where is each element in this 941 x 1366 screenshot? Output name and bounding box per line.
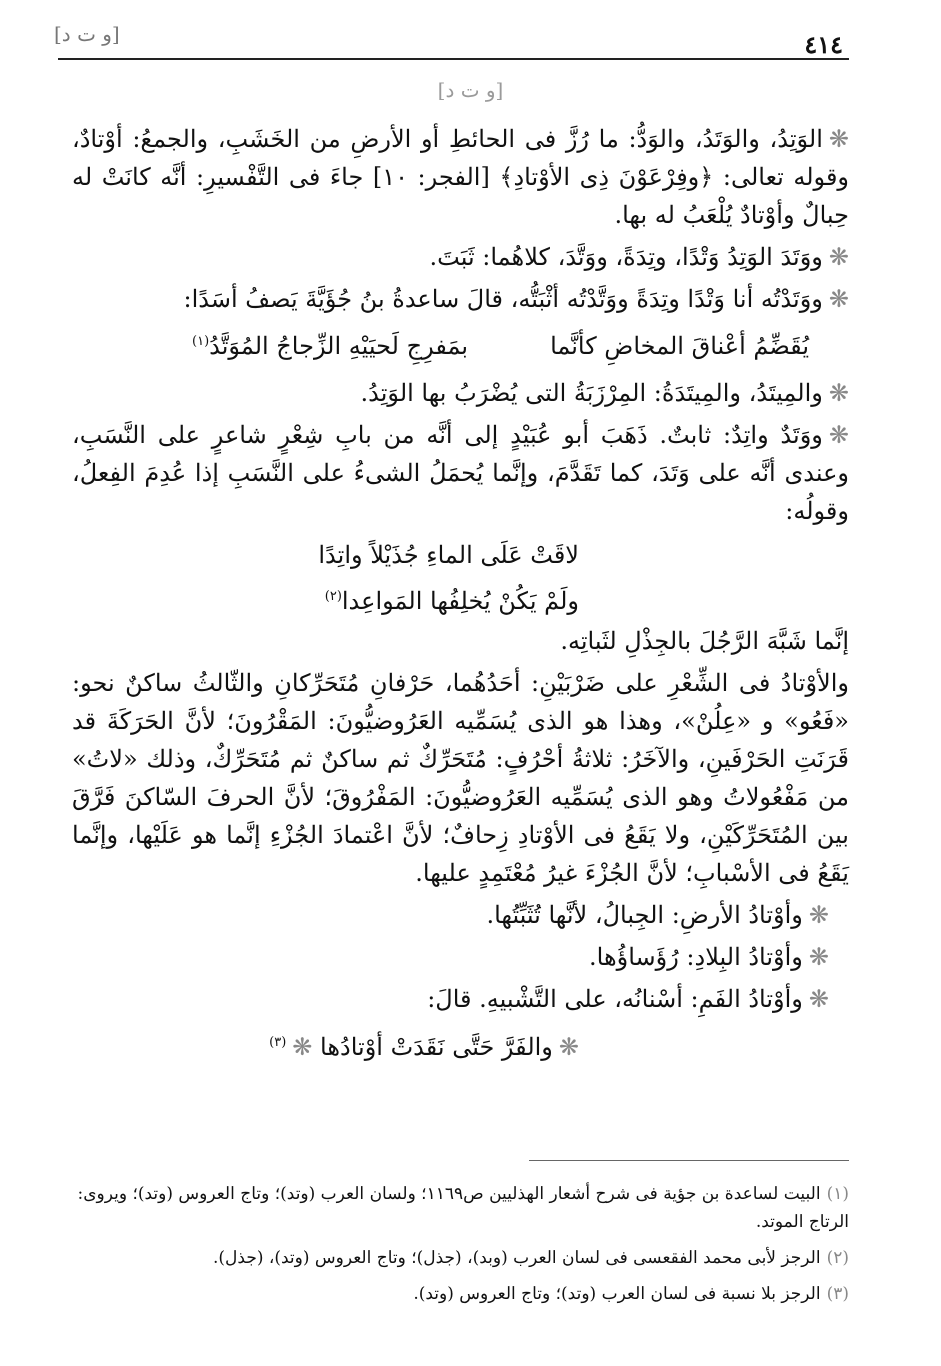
header-divider [58, 58, 849, 60]
entry-paragraph [72, 416, 849, 530]
footnote-ref: (٣) [269, 1035, 287, 1050]
entry-text: وأوْتادُ الأرضِ: الجِبالُ، لأنَّها تُثَبِّتُها. [486, 901, 803, 929]
entry-text: وأوْتادُ الفَمِ: أسْنانُه، على التَّشْبيهِ. قالَ: [427, 985, 803, 1013]
footnote-number: (٢) [826, 1248, 849, 1268]
bullet-star-icon: ❋ [808, 943, 829, 971]
verse-hemistich-second: بمَفرِجِ لَحيَيْهِ الزِّجاجُ المُوَتَّدُ$^{(١)}$ [192, 332, 469, 360]
entry-text: والمِيتَدُ، والمِيتَدَةُ: المِرْزَبَةُ التى يُضْرَبُ بها الوَتِدُ. [360, 379, 823, 407]
entry-paragraph [72, 938, 849, 976]
bullet-star-icon: ❋ [808, 901, 829, 929]
bullet-star-icon: ❋ [558, 1033, 579, 1061]
entry-paragraph [72, 280, 849, 318]
entry-paragraph [72, 120, 849, 234]
footnote-ref: (١) [192, 334, 210, 349]
entry-paragraph [72, 238, 849, 276]
page-number: ٤١٤ [804, 30, 843, 59]
root-word-label: [و ت د] [54, 22, 120, 46]
bullet-star-icon: ❋ [828, 421, 849, 449]
verse-couplet [72, 322, 849, 366]
entry-paragraph [72, 980, 849, 1018]
entry-text: ووَتَدٌ واتِدٌ: ثابتٌ. ذَهَبَ أبو عُبَيْدٍ إلى أنَّه من بابِ شِعْرٍ شاعرٍ على النَّسَبِ، وعندى أنَّه على وَتَدَ، كما تَقَدَّمَ، وإنَّما يُحمَلُ الشىءُ على النَّسَبِ إذا عُدِمَ الفِعلُ، وقولُه: [72, 421, 849, 525]
section-label: [و ت د] [437, 78, 504, 102]
entry-paragraph [72, 374, 849, 412]
verse-line: ❋والفَرَّ حَتَّى نَقَدَتْ أوْتادُها ❋$^{(٣)}$ [269, 1033, 579, 1061]
page-body [72, 120, 849, 1068]
entry-text: ووَتَدَ الوَتِدُ وَتْدًا، وتِدَةً، ووَتَّدَ، كلاهُما: ثَبَتَ. [429, 243, 823, 271]
footnote [72, 1236, 849, 1272]
footnote-divider [529, 1160, 849, 1161]
verse-line: ولَمْ يَكُنْ يُخلِفُها المَواعِدا$^{(٢)}$ [324, 587, 579, 615]
entry-paragraph: والأوْتادُ فى الشِّعْرِ على ضَرْبَيْنِ: أحَدُهُما، حَرْفانِ مُتَحَرِّكانِ والثّالثُ ساكنٌ نحو: «فَعُو» و «عِلُنْ»، وهذا هو الذى يُسَمِّيه العَرُوضيُّونَ: المَقْرُونَ؛ لأنَّ الحَرَكَةَ قد قَرَنَتِ الحَرْفَينِ، والآخَرُ: ثلاثةُ أحْرُفٍ: مُتَحَرِّكٌ ثم ساكنٌ ثم مُتَحَرِّكٌ، وذلك «لاتُ» من مَفْعُولاتُ وهو الذى يُسَمِّيه العَرُوضيُّونَ: المَفْرُوقَ؛ لأنَّ الحرفَ السّاكنَ فَرَّقَ بين المُتَحَرِّكَيْنِ، ولا يَقَعُ فى الأوْتادِ زِحافٌ؛ لأنَّ اعْتمادَ الجُزْءِ إنَّما هو عَلَيْها، وإنَّما يَقَعُ فى الأسْبابِ؛ لأنَّ الجُزْءَ غيرُ مُعْتَمِدٍ عليها. [72, 669, 849, 887]
footnote-text: البيت لساعدة بن جؤية فى شرح أشعار الهذليين ص١١٦٩؛ ولسان العرب (وتد)؛ وتاج العروس (وتد)؛ ويروى: الرتاج الموتد. [77, 1184, 849, 1232]
bullet-star-icon: ❋ [808, 985, 829, 1013]
verse-hemistich-first: يُقَضِّمُ أعْناقَ المخاضِ كأنَّما [550, 332, 809, 360]
entry-paragraph: إنَّما شَبَّهَ الرَّجُلَ بالجِذْلِ لثَباتِه. [560, 627, 849, 655]
entry-text: الوَتِدُ، والوَتَدُ، والوَدُّ: ما رُزَّ فى الحائطِ أو الأرضِ من الخَشَبِ، والجمعُ: أوْتادٌ، وقوله تعالى: ﴿وفِرْعَوْنَ ذِى الأوْتادِ﴾ [الفجر: ١٠] جاءَ فى التَّفْسيرِ: أنَّه كانَتْ له حِبالٌ وأوْتادٌ يُلْعَبُ له بها. [72, 125, 849, 229]
bullet-star-icon: ❋ [828, 379, 849, 407]
entry-text: ووَتَدْتُه أنا وَتْدًا وتِدَةً ووَتَّدْتُه أثْبَتُّه، قالَ ساعدةُ بنُ جُؤَيَّةَ يَصفُ أسَدًا: [183, 285, 823, 313]
footnote-text: الرجز بلا نسبة فى لسان العرب (وتد)؛ وتاج العروس (وتد). [413, 1284, 821, 1304]
page-header [0, 0, 941, 70]
entry-text: وأوْتادُ البِلادِ: رُؤَساؤُها. [589, 943, 803, 971]
footnote-number: (٣) [826, 1284, 849, 1304]
bullet-star-icon: ❋ [828, 243, 849, 271]
bullet-star-icon: ❋ [292, 1033, 313, 1061]
verse-line: لاقَتْ عَلَى الماءِ جُذَيْلاً واتِدًا [318, 541, 579, 569]
footnote [72, 1272, 849, 1308]
bullet-star-icon: ❋ [828, 285, 849, 313]
footnote-text: الرجز لأبى محمد الفقعسى فى لسان العرب (وبد)، (جذل)؛ وتاج العروس (وتد)، (جذل). [213, 1248, 821, 1268]
entry-paragraph [72, 896, 849, 934]
footnote-number: (١) [826, 1184, 849, 1204]
bullet-star-icon: ❋ [828, 125, 849, 153]
footnotes-section [72, 1160, 849, 1308]
footnote [72, 1172, 849, 1236]
footnote-ref: (٢) [324, 589, 342, 604]
